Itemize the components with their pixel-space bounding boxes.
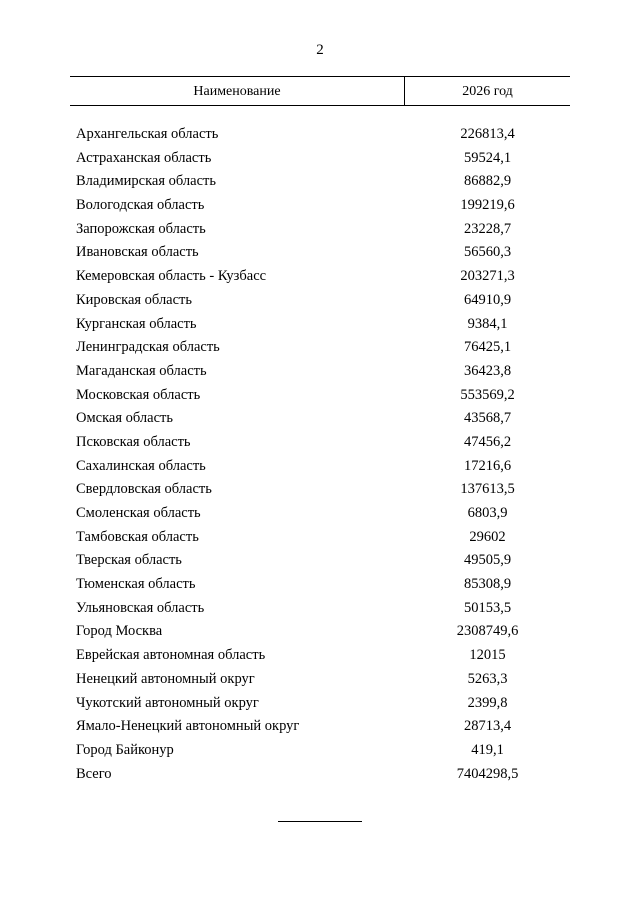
row-value: 49505,9	[463, 552, 512, 569]
column-header-year: 2026 год	[462, 84, 513, 99]
end-divider	[278, 821, 362, 822]
row-value: 36423,8	[463, 362, 512, 379]
row-name: Вологодская область	[76, 197, 205, 214]
table-row	[0, 645, 640, 669]
row-name: Сахалинская область	[76, 457, 206, 474]
row-name: Московская область	[76, 386, 201, 403]
row-name: Смоленская область	[76, 505, 201, 521]
row-value: 2399,8	[467, 694, 508, 711]
row-name: Тюменская область	[76, 576, 196, 593]
row-value: 9384,1	[467, 315, 508, 332]
table-row	[0, 669, 640, 693]
row-value: 85308,9	[463, 576, 512, 593]
table-row	[0, 740, 640, 764]
row-name: Владимирская область	[76, 173, 216, 190]
row-name: Астраханская область	[76, 149, 212, 166]
row-value: 50153,5	[463, 599, 512, 616]
table-row-total	[0, 764, 640, 788]
row-name: Запорожская область	[76, 220, 206, 237]
row-value: 29602	[469, 528, 506, 545]
row-name: Свердловская область	[76, 481, 212, 498]
row-name: Город Байконур	[76, 741, 174, 758]
row-value: 64910,9	[463, 291, 512, 308]
page-number: 2	[316, 42, 324, 58]
row-value: 56560,3	[463, 244, 512, 261]
row-name: Ульяновская область	[76, 599, 205, 616]
table-row	[0, 621, 640, 645]
row-value: 203271,3	[460, 268, 515, 285]
row-value: 76425,1	[463, 339, 512, 356]
table-row	[0, 693, 640, 717]
table-row	[0, 124, 640, 148]
table-row	[0, 148, 640, 172]
table-row	[0, 479, 640, 503]
table-row	[0, 503, 640, 527]
table-row	[0, 314, 640, 338]
table-row	[0, 432, 640, 456]
row-name: Тамбовская область	[76, 528, 199, 545]
row-name: Ленинградская область	[76, 339, 220, 356]
row-value: 6803,9	[467, 505, 508, 521]
row-value: 137613,5	[460, 481, 515, 498]
row-value: 17216,6	[463, 457, 512, 474]
table-row	[0, 574, 640, 598]
row-name: Всего	[76, 765, 112, 782]
row-value: 43568,7	[463, 410, 512, 427]
row-value: 199219,6	[460, 197, 515, 214]
row-name: Ямало-Ненецкий автономный округ	[76, 718, 300, 735]
row-value: 2308749,6	[456, 623, 519, 640]
row-value: 86882,9	[463, 173, 512, 190]
table-header	[70, 76, 570, 106]
row-name: Кировская область	[76, 291, 193, 308]
row-value: 7404298,5	[456, 765, 519, 782]
table-row	[0, 290, 640, 314]
row-value: 553569,2	[460, 386, 515, 403]
table-row	[0, 219, 640, 243]
row-value: 5263,3	[467, 670, 508, 687]
row-name: Ненецкий автономный округ	[76, 670, 255, 687]
table-row	[0, 456, 640, 480]
table-row	[0, 361, 640, 385]
row-value: 47456,2	[463, 433, 512, 450]
row-value: 28713,4	[463, 718, 512, 735]
column-header-name: Наименование	[193, 84, 281, 99]
row-name: Ивановская область	[76, 244, 199, 261]
row-value: 226813,4	[460, 126, 515, 142]
table-body	[0, 124, 640, 787]
table-row	[0, 598, 640, 622]
table-row	[0, 716, 640, 740]
row-name: Псковская область	[76, 433, 191, 450]
row-name: Город Москва	[76, 623, 163, 640]
row-name: Архангельская область	[76, 126, 219, 142]
table-row	[0, 195, 640, 219]
row-name: Курганская область	[76, 315, 197, 332]
table-row	[0, 550, 640, 574]
table-row	[0, 408, 640, 432]
row-value: 23228,7	[463, 220, 512, 237]
row-name: Тверская область	[76, 552, 182, 569]
row-value: 59524,1	[463, 149, 512, 166]
row-value: 12015	[469, 647, 506, 664]
row-name: Омская область	[76, 410, 173, 427]
row-name: Чукотский автономный округ	[76, 694, 259, 711]
table-row	[0, 337, 640, 361]
table-row	[0, 242, 640, 266]
table-row	[0, 266, 640, 290]
row-value: 419,1	[471, 741, 504, 758]
table-row	[0, 385, 640, 409]
row-name: Еврейская автономная область	[76, 647, 266, 664]
row-name: Кемеровская область - Кузбасс	[76, 268, 267, 285]
table-row	[0, 171, 640, 195]
table-row	[0, 527, 640, 551]
row-name: Магаданская область	[76, 362, 207, 379]
